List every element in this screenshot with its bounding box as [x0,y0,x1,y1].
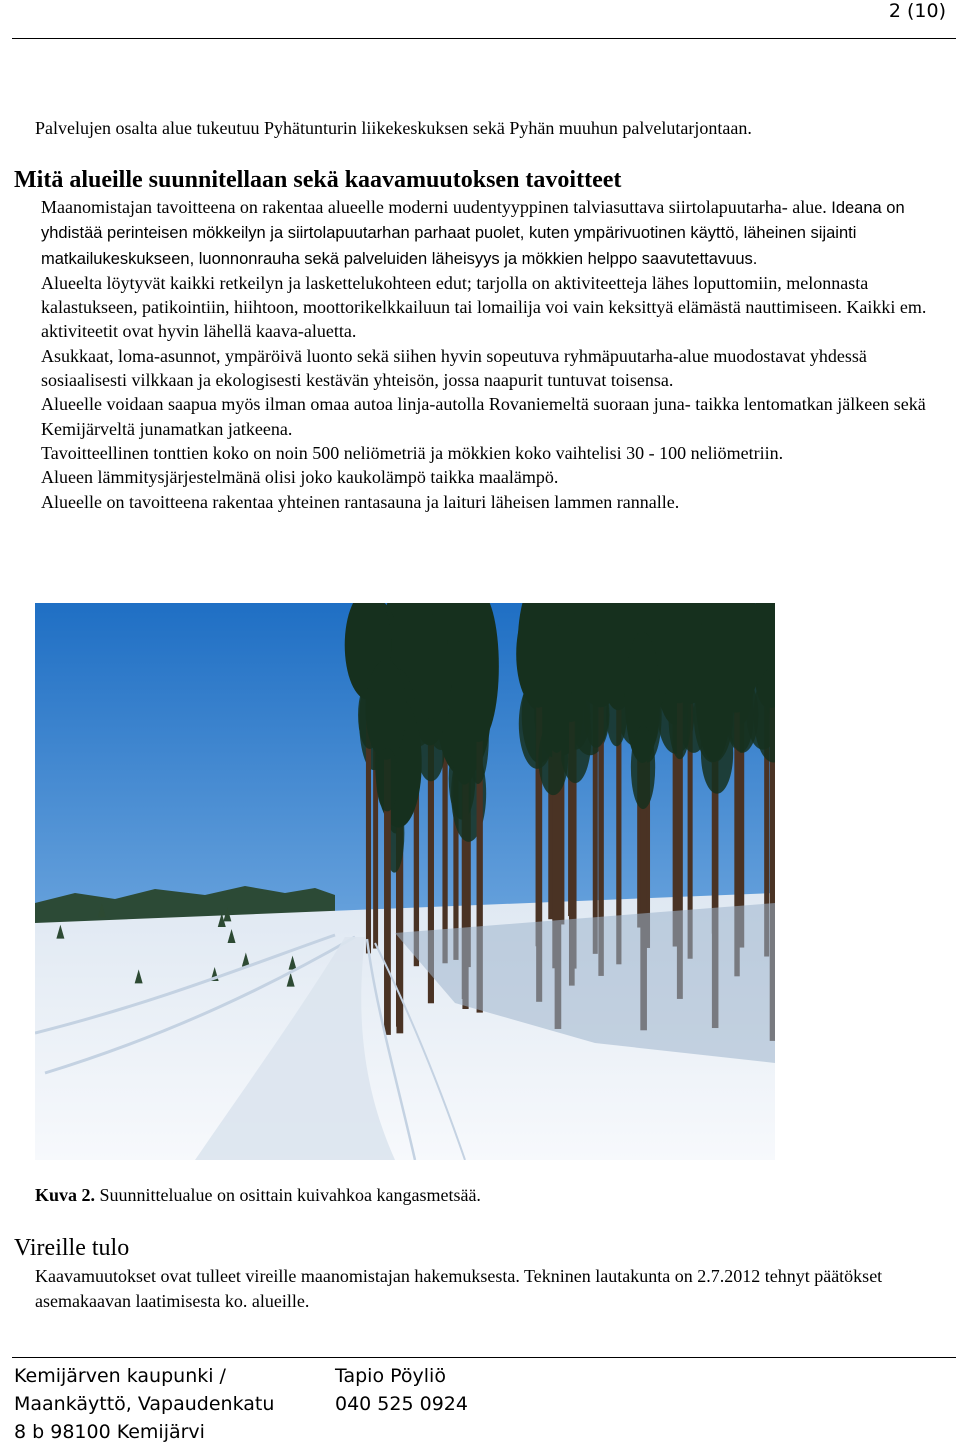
photo-tree-branches [701,712,733,794]
section-heading-goals: Mitä alueille suunnitellaan sekä kaavamuutoksen tavoitteet [14,167,622,193]
footer-contact-name: Tapio Pöyliö [335,1365,446,1387]
figure-caption-text: Suunnittelualue on osittain kuivahkoa kangasmetsää. [95,1185,481,1205]
activities-paragraph: Alueelta löytyvät kaikki retkeilyn ja laskettelukohteen edut; tarjolla on aktiviteetteja lähes loputtomiin, melonnasta kalastukseen, patikointiin, hiihtoon, moottorikelkkailuun tai lomailija voi vain keksittyä elämästä nauttimiseen. Kaikki em. aktiviteetit ovat hyvin lähellä kaava-aluetta. [41,272,927,342]
goals-body [41,195,947,514]
footer-org-line2: Maankäyttö, Vapaudenkatu [14,1393,275,1415]
footer-divider [12,1357,956,1358]
intro-paragraph: Palvelujen osalta alue tukeutuu Pyhätunturin liikekeskuksen sekä Pyhän muuhun palvelutarjontaan. [35,118,752,138]
forest-photo [35,603,775,1160]
goals-line2-start: alue. [792,197,832,217]
footer-org-line1: Kemijärven kaupunki / [14,1365,226,1387]
photo-tree-crown [366,660,407,760]
sauna-paragraph: Alueelle on tavoitteena rakentaa yhteinen rantasauna ja laituri läheisen lammen rannalle. [41,491,680,512]
footer-organization [14,1362,274,1446]
photo-tree-branches [631,726,655,809]
goals-paragraph [41,195,947,271]
footer-contact [335,1362,468,1418]
initiation-paragraph: Kaavamuutokset ovat tulleet vireille maanomistajan hakemuksesta. Tekninen lautakunta on 2.7.2012 tehnyt päätökset asemakaavan laatimisesta ko. alueille. [35,1266,883,1311]
photo-tree-branches [538,723,568,795]
footer-org-line3: 8 b 98100 Kemijärvi [14,1421,205,1443]
community-paragraph: Asukkaat, loma-asunnot, ympäröivä luonto sekä siihen hyvin sopeutuva ryhmäpuutarha-alue muodostavat yhdessä sosiaalisesti vilkkaan ja ekologisesti kestävän yhteisön, jossa naapurit tuntuvat toisensa. [41,345,867,391]
section-heading-initiation: Vireille tulo [14,1235,130,1261]
header-divider [12,38,956,39]
photo-tree-branches [668,671,691,759]
transport-paragraph: Alueelle voidaan saapua myös ilman omaa autoa linja-autolla Rovaniemeltä suoraan juna- taikka lentomatkan jälkeen sekä Kemijärveltä junamatkan jatkeena. [41,394,926,439]
photo-tree-branches [467,688,489,784]
figure-label: Kuva 2. [35,1185,96,1205]
footer-contact-phone: 040 525 0924 [335,1393,468,1415]
heating-paragraph: Alueen lämmitysjärjestelmänä olisi joko kaukolämpö taikka maalämpö. [41,467,559,488]
plot-size-paragraph: Tavoitteellinen tonttien koko on noin 500 neliömetriä ja mökkien koko vaihtelisi 30 - 100 neliömetriin. [41,442,784,463]
goals-line1: Maanomistajan tavoitteena on rakentaa alueelle moderni uudentyyppinen talviasuttava siirtolapuutarha- [41,197,788,217]
goals-idea-text: Ideana on yhdistää perinteisen mökkeilyn ja siirtolapuutarhan parhaat puolet, kuten ympärivuotinen käyttö, läheinen sijainti matkailukeskukseen, luonnonrauha sekä palveluiden läheisyys ja mökkien helppo saavutettavuus. [41,199,905,268]
figure-caption [35,1183,481,1207]
photo-tree-branches [376,748,398,812]
page-number: 2 (10) [888,0,946,22]
